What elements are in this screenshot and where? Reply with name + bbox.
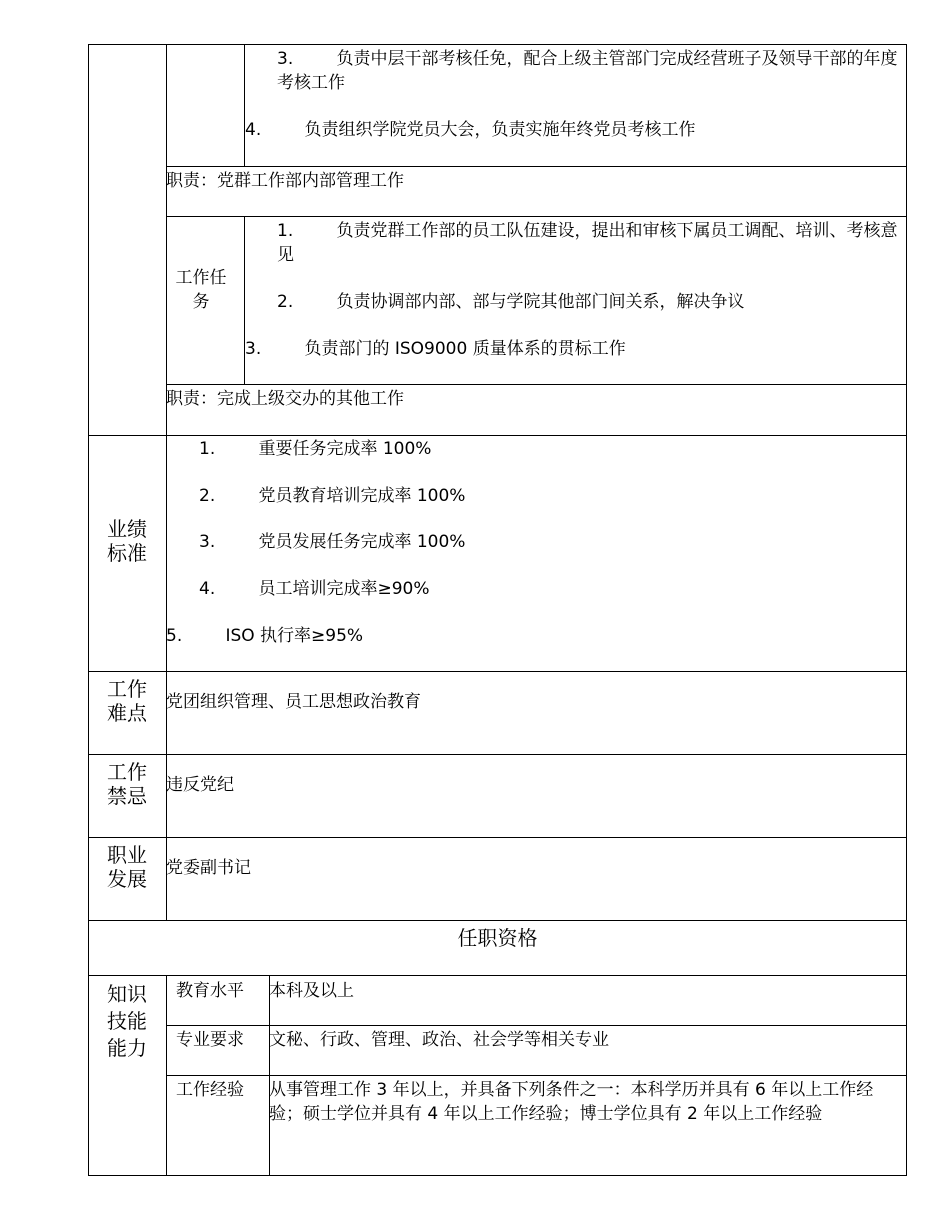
performance-label: 业绩标准 [107, 517, 147, 565]
duty-internal-task-1: 1. 负责党群工作部的员工队伍建设，提出和审核下属员工调配、培训、考核意见 [277, 221, 898, 265]
performance-item: 2. 党员教育培训完成率 100% [199, 486, 466, 506]
qualification-label: 知识技能能力 [107, 982, 147, 1060]
row-divider [166, 166, 907, 167]
qualification-key-education: 教育水平 [176, 981, 244, 1001]
duty-internal-task-3: 3. 负责部门的 ISO9000 质量体系的贯标工作 [245, 339, 626, 359]
row-divider [166, 216, 907, 217]
qualification-value-education: 本科及以上 [269, 981, 354, 1001]
section-divider [88, 837, 907, 838]
taboo-value: 违反党纪 [166, 775, 234, 795]
performance-item: 3. 党员发展任务完成率 100% [199, 532, 466, 552]
section-divider [88, 975, 907, 976]
qualification-key-experience: 工作经验 [176, 1080, 244, 1100]
performance-item: 1. 重要任务完成率 100% [199, 439, 432, 459]
duty-top-task-4: 4. 负责组织学院党员大会，负责实施年终党员考核工作 [245, 120, 696, 140]
performance-item: 4. 员工培训完成率≥90% [199, 579, 430, 599]
table-border-left [88, 44, 89, 1176]
table-border-top [88, 44, 907, 45]
task-label-divider-1 [244, 44, 245, 166]
career-label: 职业发展 [107, 843, 147, 891]
qualification-value-experience: 从事管理工作 3 年以上，并具备下列条件之一：本科学历并具有 6 年以上工作经验；硕士学位并具有 4 年以上工作经验；博士学位具有 2 年以上工作经验 [269, 1080, 874, 1124]
duty-other-title: 职责：完成上级交办的其他工作 [166, 389, 404, 409]
duty-internal-title: 职责：党群工作部内部管理工作 [166, 171, 404, 191]
table-border-right [906, 44, 907, 1176]
duty-internal-task-2: 2. 负责协调部内部、部与学院其他部门间关系，解决争议 [277, 292, 745, 312]
table-border-bottom [88, 1175, 907, 1176]
qualification-row-divider [166, 1025, 907, 1026]
task-label: 工作任务 [175, 268, 227, 312]
qualification-value-major: 文秘、行政、管理、政治、社会学等相关专业 [269, 1030, 609, 1050]
duty-top-task-3: 3. 负责中层干部考核任免，配合上级主管部门完成经营班子及领导干部的年度考核工作 [277, 49, 898, 93]
taboo-label: 工作禁忌 [107, 760, 147, 808]
section-divider [88, 754, 907, 755]
section-divider [88, 435, 907, 436]
qualification-row-divider [166, 1075, 907, 1076]
section-divider [88, 920, 907, 921]
difficulty-label: 工作难点 [107, 677, 147, 725]
career-value: 党委副书记 [166, 858, 251, 878]
qualification-key-major: 专业要求 [176, 1030, 244, 1050]
performance-item: 5. ISO 执行率≥95% [166, 626, 364, 646]
qualification-heading: 任职资格 [457, 926, 538, 950]
section-divider [88, 671, 907, 672]
row-divider [166, 384, 907, 385]
difficulty-value: 党团组织管理、员工思想政治教育 [166, 692, 421, 712]
